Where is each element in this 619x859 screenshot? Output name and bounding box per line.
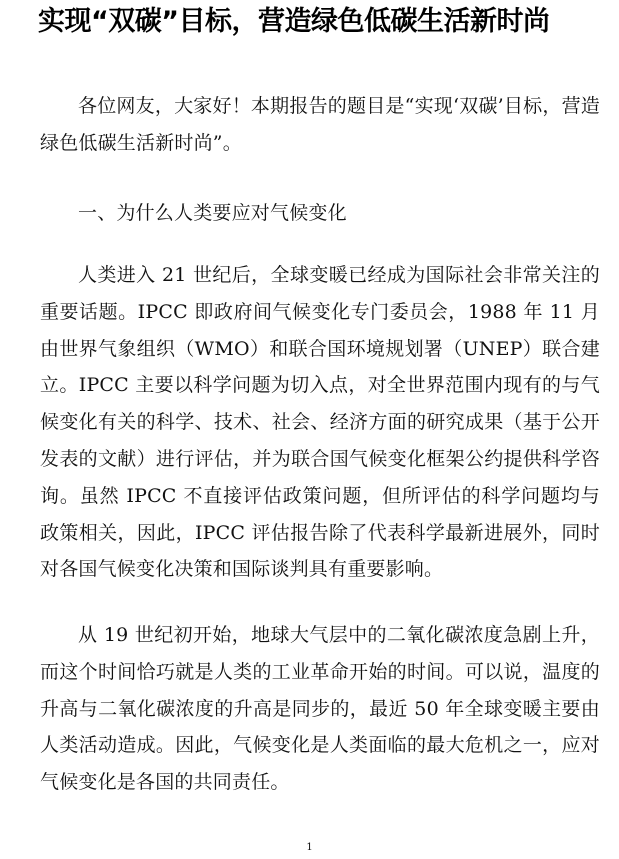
body-paragraph-2: 从 19 世纪初开始，地球大气层中的二氧化碳浓度急剧上升，而这个时间恰巧就是人类的工业革命开始的时间。可以说，温度的升高与二氧化碳浓度的升高是同步的，最近 50 年全球变暖主要由人类活动造成。因此，气候变化是人类面临的最大危机之一，应对气候变化是各国的共同责任。 xyxy=(40,624,600,794)
section-heading: 一、为什么人类要应对气候变化 xyxy=(78,202,347,224)
document-title: 实现“双碳”目标，营造绿色低碳生活新时尚 xyxy=(38,6,550,37)
intro-paragraph: 各位网友，大家好！本期报告的题目是“实现‘双碳’目标，营造绿色低碳生活新时尚”。 xyxy=(40,95,600,154)
page-number: 1 xyxy=(306,842,313,853)
body-paragraph-1: 人类进入 21 世纪后，全球变暖已经成为国际社会非常关注的重要话题。IPCC 即政府间气候变化专门委员会，1988 年 11 月由世界气象组织（WMO）和联合国环境规划署（UNEP）联合建立。IPCC 主要以科学问题为切入点，对全世界范围内现有的与气候变化有关的科学、技术、社会、经济方面的研究成果（基于公开发表的文献）进行评估，并为联合国气候变化框架公约提供科学咨询。虽然 IPCC 不直接评估政策问题，但所评估的科学问题均与政策相关，因此，IPCC 评估报告除了代表科学最新进展外，同时对各国气候变化决策和国际谈判具有重要影响。 xyxy=(40,264,600,581)
